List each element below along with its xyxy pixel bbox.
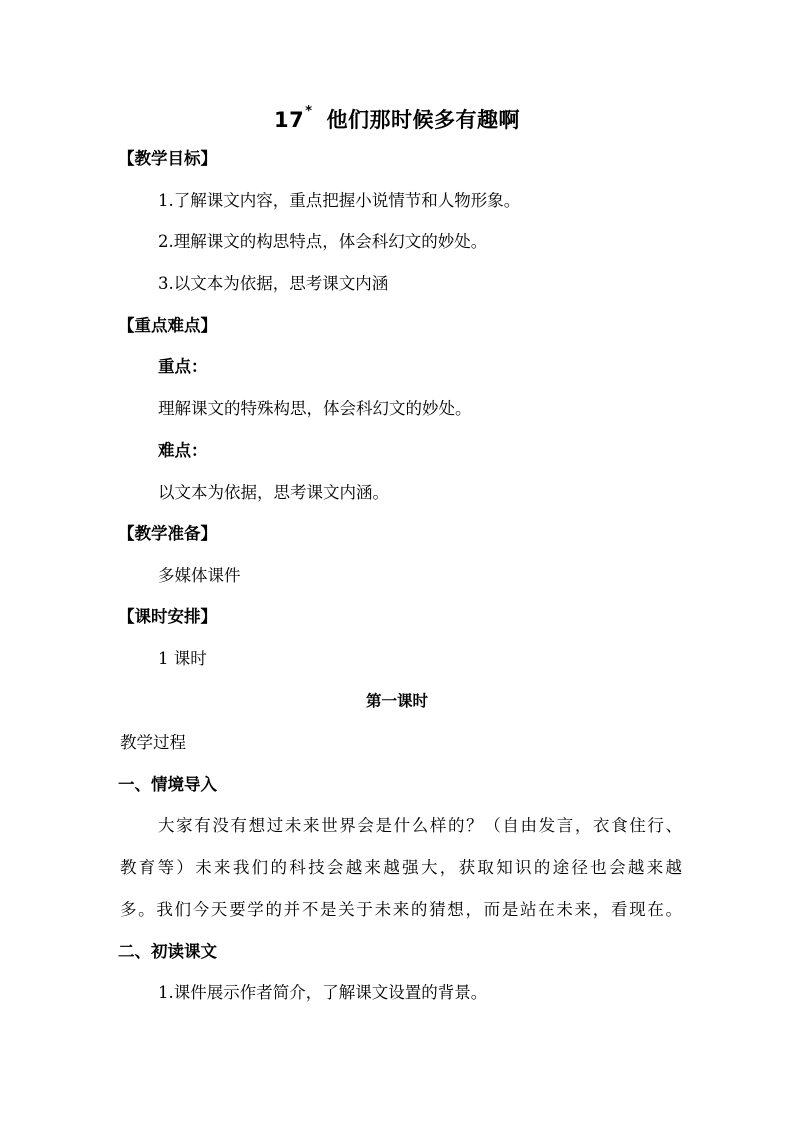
title-text: 他们那时候多有趣啊	[326, 108, 521, 132]
preparation-heading: 【教学准备】	[118, 524, 217, 543]
lesson-title: 第一课时	[365, 692, 428, 710]
part1-paragraph-line-1: 大家有没有想过未来世界会是什么样的？（自由发言，衣食住行、	[158, 816, 682, 835]
objective-item-1: 1.了解课文内容，重点把握小说情节和人物形象。	[158, 191, 521, 210]
part1-paragraph-line-3: 多。我们今天要学的并不是关于未来的猜想，而是站在未来，看现在。	[120, 900, 682, 919]
schedule-text: 1 课时	[158, 649, 207, 668]
objective-item-2: 2.理解课文的构思特点，体会科幻文的妙处。	[158, 232, 488, 251]
page-title	[0, 100, 794, 136]
objective-item-3: 3.以文本为依据，思考课文内涵	[158, 274, 389, 293]
part2-item-1: 1.课件展示作者简介，了解课文设置的背景。	[158, 983, 488, 1002]
key-points-heading: 【重点难点】	[118, 316, 217, 335]
difficulty-text: 以文本为依据，思考课文内涵。	[158, 483, 389, 502]
key-label: 重点：	[158, 357, 208, 376]
schedule-heading: 【课时安排】	[118, 607, 217, 626]
process-label: 教学过程	[120, 733, 186, 752]
title-number-group	[273, 104, 313, 132]
preparation-text: 多媒体课件	[158, 566, 241, 585]
part1-heading: 一、情境导入	[118, 775, 217, 794]
difficulty-label: 难点：	[158, 441, 208, 460]
key-text: 理解课文的特殊构思，体会科幻文的妙处。	[158, 399, 472, 418]
objectives-heading: 【教学目标】	[118, 149, 217, 168]
part1-paragraph-line-2: 教育等）未来我们的科技会越来越强大，获取知识的途径也会越来越	[120, 858, 682, 877]
title-asterisk: *	[305, 104, 313, 119]
part2-heading: 二、初读课文	[118, 942, 217, 961]
title-number: 17	[273, 108, 305, 132]
